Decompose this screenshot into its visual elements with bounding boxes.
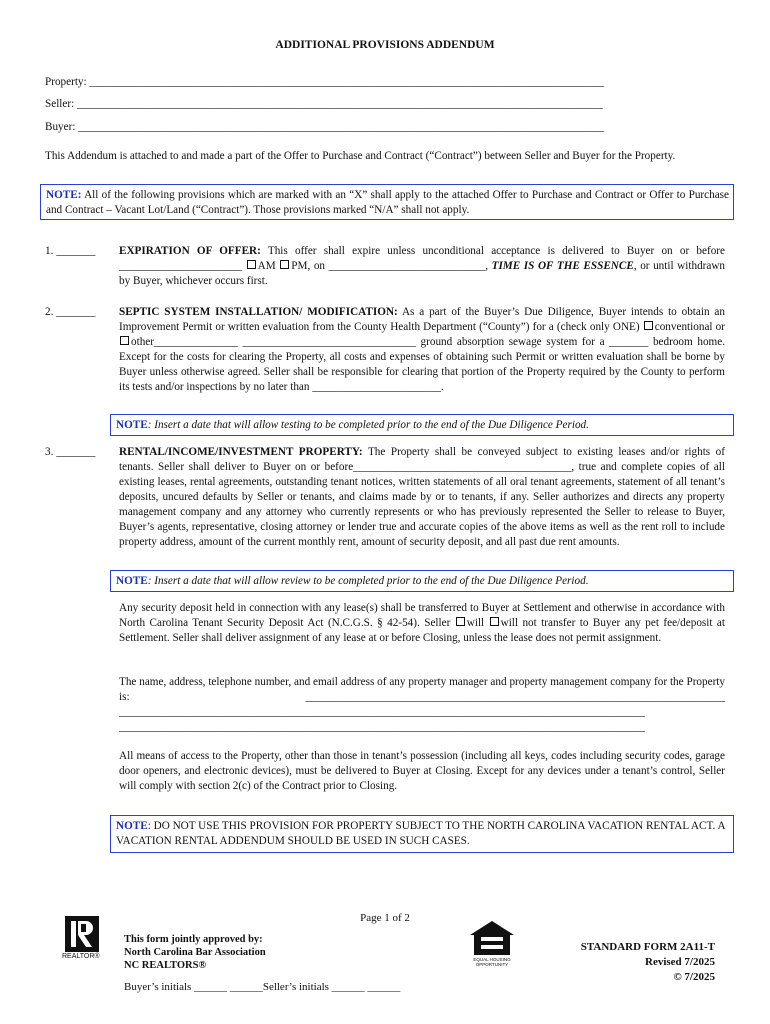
- will-checkbox[interactable]: [456, 617, 465, 626]
- form-info: STANDARD FORM 2A11-T Revised 7/2025 © 7/2025: [580, 941, 715, 983]
- provision-2-heading: SEPTIC SYSTEM INSTALLATION/ MODIFICATION:: [119, 306, 398, 318]
- page-number: Page 1 of 2: [360, 912, 410, 924]
- equal-housing-text: EQUAL HOUSING OPPORTUNITY: [473, 957, 511, 967]
- form-title: ADDITIONAL PROVISIONS ADDENDUM: [275, 39, 495, 51]
- property-field[interactable]: Property: ____________________________________________________________________________________________: [45, 76, 605, 88]
- provision-2-text: SEPTIC SYSTEM INSTALLATION/ MODIFICATION: As a part of the Buyer’s Due Diligence, Buyer intends to obtain an Improvement Permit or written evaluation from the County Health Department (“County”) for a (check only ONE) conventional or other_______________ _______________________________ ground absorption sewage system for a _______ bedroom home. Except for the costs for clearing the Property, all costs and expenses of obtaining such Permit or written evaluation shall be borne by Buyer unless otherwise agreed. Seller shall be responsible for clearing that portion of the Property required by the County to perform its tests and/or inspections by no later than _______________________.: [119, 306, 725, 393]
- provision-2-note-box: NOTE: Insert a date that will allow testing to be completed prior to the end of the Due Diligence Period.: [110, 414, 734, 436]
- note-text: All of the following provisions which are marked with an “X” shall apply to the attached Offer to Purchase and Contract or Offer to Purchase and Contract – Vacant Lot/Land (“Contract”). Those provisions marked “N/A” shall not apply.: [46, 189, 729, 216]
- provision-1-number[interactable]: 1. _______: [45, 245, 96, 257]
- property-manager-paragraph[interactable]: The name, address, telephone number, and email address of any property manager and property management company for the Property is: ___________________________________________________________________________ ______________________________________________________________________________________________ ______________________________________________________________________________________________: [119, 676, 725, 733]
- access-paragraph: All means of access to the Property, other than those in tenant’s possession (including all keys, codes including security codes, garage door openers, and electronic devices), must be delivered to Buyer at Closing. Except for any devices under a tenant’s control, Seller will comply with section 2(c) of the Contract prior to Closing.: [119, 750, 725, 792]
- provision-1-heading: EXPIRATION OF OFFER:: [119, 245, 261, 257]
- will-not-checkbox[interactable]: [490, 617, 499, 626]
- buyer-field[interactable]: Buyer: ______________________________________________________________________________________________: [45, 121, 605, 133]
- approval-block: This form jointly approved by: North Carolina Bar Association NC REALTORS®: [124, 934, 266, 971]
- realtor-logo: [62, 915, 108, 963]
- am-checkbox[interactable]: [247, 260, 256, 269]
- pm-checkbox[interactable]: [280, 260, 289, 269]
- other-checkbox[interactable]: [120, 336, 129, 345]
- provision-3-note-box: NOTE: Insert a date that will allow review to be completed prior to the end of the Due Diligence Period.: [110, 570, 734, 592]
- top-note-box: [40, 184, 734, 220]
- seller-field[interactable]: Seller: ______________________________________________________________________________________________: [45, 98, 603, 110]
- initials-line[interactable]: Buyer’s initials ______ ______Seller’s initials ______ ______: [124, 981, 401, 993]
- equal-housing-icon: [468, 919, 516, 959]
- intro-paragraph: This Addendum is attached to and made a part of the Offer to Purchase and Contract (“Contract”) between Seller and Buyer for the Property.: [45, 150, 676, 162]
- provision-2-number[interactable]: 2. _______: [45, 306, 96, 318]
- realtor-logo-text: REALTOR®: [62, 953, 100, 960]
- provision-3-text: RENTAL/INCOME/INVESTMENT PROPERTY: The Property shall be conveyed subject to existing leases and/or rights of tenants. Seller shall deliver to Buyer on or before_______________________________________, true and complete copies of all existing leases, rental agreements, outstanding tenant notices, written statements of all oral tenant agreements, statement of all tenant’s deposits, uncured defaults by Seller or tenants, and claims made by or to tenants, if any. Seller authorizes and directs any property management company and any attorney who currently represents or who has previously represented the Seller to release to Buyer, Buyer’s agents, representative, closing attorney or lender true and accurate copies of the above items as well as the rent roll to include property address, amount of the current monthly rent, amount of security deposit, and all past due rent amounts.: [119, 446, 725, 548]
- equal-housing-logo: [468, 919, 516, 967]
- conventional-checkbox[interactable]: [644, 321, 653, 330]
- note-label: NOTE:: [46, 189, 82, 201]
- security-deposit-paragraph: Any security deposit held in connection with any lease(s) shall be transferred to Buyer at Settlement and otherwise in accordance with North Carolina Tenant Security Deposit Act (N.C.G.S. § 42-54). Seller will will not transfer to Buyer any pet fee/deposit at Settlement. Seller shall deliver assignment of any lease at or before Closing, unless the lease does not permit assignment.: [119, 602, 725, 644]
- vacation-rental-note-box: NOTE: DO NOT USE THIS PROVISION FOR PROPERTY SUBJECT TO THE NORTH CAROLINA VACATION RENTAL ACT. A VACATION RENTAL ADDENDUM SHOULD BE USED IN SUCH CASES.: [110, 815, 734, 853]
- provision-3-heading: RENTAL/INCOME/INVESTMENT PROPERTY:: [119, 446, 363, 458]
- time-of-essence: TIME IS OF THE ESSENCE: [491, 260, 634, 272]
- provision-3-number[interactable]: 3. _______: [45, 446, 96, 458]
- provision-1-text: EXPIRATION OF OFFER: This offer shall expire unless unconditional acceptance is delivered to Buyer on or before ______________________ AM PM, on ____________________________, TIME IS OF THE ESSENCE, or until withdrawn by Buyer, whichever occurs first.: [119, 245, 726, 287]
